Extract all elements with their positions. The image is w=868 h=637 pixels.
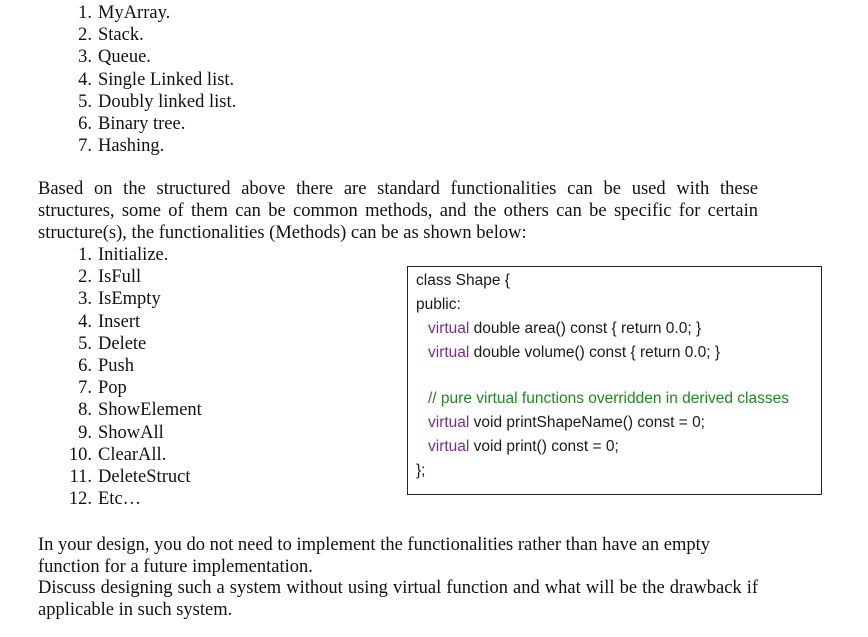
list-number: 12.: [68, 489, 92, 510]
list-text: Stack.: [98, 25, 144, 46]
list-text: Delete: [98, 333, 147, 354]
code-line-print: [428, 436, 619, 458]
list-number: 9.: [78, 422, 92, 443]
list-item: [78, 135, 236, 157]
list-item: [78, 24, 236, 46]
list-text: Doubly linked list.: [98, 91, 237, 112]
code-text: double volume() const { return 0.0; }: [469, 344, 721, 361]
list-text: Pop: [98, 378, 127, 399]
list-text: Queue.: [98, 47, 151, 68]
list-number: 2.: [78, 25, 92, 46]
code-keyword-virtual: virtual: [428, 320, 470, 337]
list-text: MyArray.: [98, 3, 171, 23]
list-text: Insert: [98, 311, 141, 332]
list-number: 6.: [78, 355, 92, 376]
code-keyword-virtual: virtual: [428, 414, 470, 431]
list-number: 7.: [78, 378, 92, 399]
list-number: 6.: [78, 113, 92, 134]
list-number: 5.: [78, 333, 92, 354]
list-item: [69, 466, 202, 488]
list-item: [78, 377, 202, 399]
code-text: void printShapeName() const = 0;: [469, 414, 705, 431]
list-number: 2.: [78, 267, 92, 288]
list-text: Single Linked list.: [98, 69, 235, 90]
code-text: void print() const = 0;: [469, 438, 619, 455]
list-item: [78, 355, 202, 377]
list-text: IsEmpty: [98, 289, 161, 310]
list-text: ClearAll.: [98, 444, 167, 465]
code-class-declaration: class Shape {: [416, 272, 510, 289]
list-text: ShowElement: [98, 400, 202, 421]
discussion-paragraph: Discuss designing such a system without using virtual function and what will be the drawback if applicable in such system.: [38, 578, 758, 621]
list-text: IsFull: [98, 267, 142, 288]
list-item: [78, 333, 202, 355]
list-item: [78, 266, 202, 288]
list-number: 11.: [69, 466, 92, 487]
list-number: 10.: [68, 444, 92, 465]
code-access-specifier: public:: [416, 296, 461, 313]
list-number: 7.: [78, 136, 92, 157]
code-comment: // pure virtual functions overridden in derived classes: [428, 390, 789, 407]
list-item: [78, 91, 237, 113]
list-item: [78, 113, 236, 135]
list-number: 1.: [78, 245, 92, 265]
list-text: Initialize.: [98, 245, 169, 265]
list-item: [78, 46, 236, 68]
list-item: [68, 488, 202, 510]
list-text: Binary tree.: [98, 113, 186, 134]
code-closing-brace: };: [416, 462, 426, 479]
list-text: Etc…: [98, 489, 142, 510]
list-item: [78, 422, 202, 444]
list-item: [78, 311, 202, 333]
code-keyword-virtual: virtual: [428, 344, 470, 361]
code-keyword-virtual: virtual: [428, 438, 470, 455]
list-item: [78, 244, 202, 266]
list-text: Hashing.: [98, 136, 165, 157]
list-item: [78, 2, 236, 24]
list-item: [68, 444, 202, 466]
list-item: [78, 288, 202, 310]
list-number: 3.: [78, 47, 92, 68]
code-text: double area() const { return 0.0; }: [469, 320, 702, 337]
list-text: DeleteStruct: [98, 466, 191, 487]
code-snippet-box: [407, 266, 822, 495]
code-line-area: [428, 318, 701, 340]
list-number: 4.: [78, 311, 92, 332]
list-item: [78, 399, 202, 421]
intro-paragraph: Based on the structured above there are standard functionalities can be used with these structures, some of them can be common methods, and the others can be specific for certain structure(s), the functionalities (Methods) can be as shown below:: [38, 179, 758, 244]
list-number: 5.: [78, 91, 92, 112]
list-text: Push: [98, 355, 134, 376]
list-number: 1.: [78, 3, 92, 23]
structures-list: [78, 2, 237, 157]
code-line-volume: [428, 342, 720, 364]
methods-list: [68, 244, 202, 510]
code-line-print-shape-name: [428, 412, 705, 434]
list-text: ShowAll: [98, 422, 164, 443]
implementation-paragraph: In your design, you do not need to implement the functionalities rather than have an empty function for a future implementation.: [38, 535, 710, 578]
list-number: 3.: [78, 289, 92, 310]
list-item: [78, 69, 236, 91]
list-number: 8.: [78, 400, 92, 421]
list-number: 4.: [78, 69, 92, 90]
